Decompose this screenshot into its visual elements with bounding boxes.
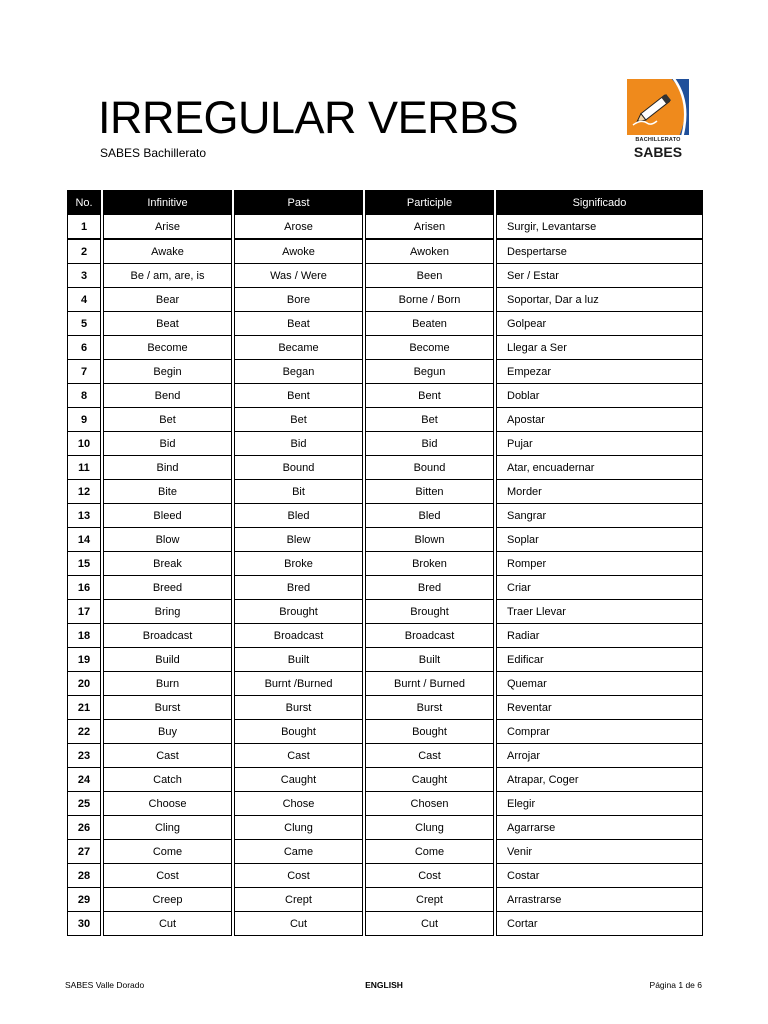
verb-participle: Beaten [365,312,494,336]
verb-participle: Bid [365,432,494,456]
verb-infinitive: Burst [103,696,232,720]
verb-past: Broadcast [234,624,363,648]
verb-participle: Burst [365,696,494,720]
verb-infinitive: Creep [103,888,232,912]
verb-number: 7 [67,360,101,384]
verb-participle: Blown [365,528,494,552]
verb-past: Crept [234,888,363,912]
verb-meaning: Elegir [496,792,703,816]
table-row [67,864,703,888]
footer-page-number: Página 1 de 6 [649,980,702,990]
irregular-verbs-table [65,190,705,936]
verb-number: 9 [67,408,101,432]
column-header-infinitive: Infinitive [103,190,232,215]
verb-past: Bet [234,408,363,432]
verb-number: 4 [67,288,101,312]
verb-past: Arose [234,215,363,239]
verb-past: Bit [234,480,363,504]
verb-number: 10 [67,432,101,456]
verb-infinitive: Choose [103,792,232,816]
table-row [67,288,703,312]
verb-participle: Come [365,840,494,864]
verb-meaning: Cortar [496,912,703,936]
column-header-significado: Significado [496,190,703,215]
verb-infinitive: Bear [103,288,232,312]
page-title: IRREGULAR VERBS [98,92,519,143]
page-subtitle: SABES Bachillerato [100,146,207,160]
verb-number: 27 [67,840,101,864]
verb-number: 29 [67,888,101,912]
verb-participle: Caught [365,768,494,792]
table-row [67,768,703,792]
verb-meaning: Radiar [496,624,703,648]
table-row [67,264,703,288]
verb-participle: Burnt / Burned [365,672,494,696]
verb-meaning: Arrastrarse [496,888,703,912]
verb-participle: Broken [365,552,494,576]
verb-past: Chose [234,792,363,816]
verb-infinitive: Break [103,552,232,576]
verb-meaning: Doblar [496,384,703,408]
verb-infinitive: Breed [103,576,232,600]
verb-participle: Cost [365,864,494,888]
table-row [67,720,703,744]
verb-meaning: Traer Llevar [496,600,703,624]
verb-number: 2 [67,239,101,264]
verb-infinitive: Bend [103,384,232,408]
table-row [67,816,703,840]
table-row [67,648,703,672]
verb-participle: Borne / Born [365,288,494,312]
verb-meaning: Quemar [496,672,703,696]
verb-meaning: Apostar [496,408,703,432]
verb-past: Blew [234,528,363,552]
logo-name: SABES [633,144,683,160]
verb-infinitive: Cut [103,912,232,936]
verb-past: Was / Were [234,264,363,288]
verb-number: 24 [67,768,101,792]
verb-past: Brought [234,600,363,624]
table-row [67,312,703,336]
verb-infinitive: Become [103,336,232,360]
verb-number: 16 [67,576,101,600]
verb-participle: Clung [365,816,494,840]
verb-past: Broke [234,552,363,576]
table-row [67,888,703,912]
pencil-logo-icon [627,79,689,135]
verb-infinitive: Catch [103,768,232,792]
footer-subject: ENGLISH [365,980,403,990]
column-header-past: Past [234,190,363,215]
verb-participle: Been [365,264,494,288]
verb-infinitive: Arise [103,215,232,239]
verb-number: 14 [67,528,101,552]
verb-infinitive: Bite [103,480,232,504]
verb-infinitive: Buy [103,720,232,744]
verb-infinitive: Beat [103,312,232,336]
verb-participle: Broadcast [365,624,494,648]
table-row [67,552,703,576]
verb-meaning: Venir [496,840,703,864]
table-row [67,480,703,504]
table-row [67,504,703,528]
verb-meaning: Soportar, Dar a luz [496,288,703,312]
table-row [67,624,703,648]
table-row [67,432,703,456]
table-row [67,600,703,624]
verb-meaning: Atar, encuadernar [496,456,703,480]
verb-past: Built [234,648,363,672]
table-row [67,528,703,552]
table-row [67,360,703,384]
verb-infinitive: Come [103,840,232,864]
verb-infinitive: Cost [103,864,232,888]
verb-infinitive: Be / am, are, is [103,264,232,288]
table-row [67,576,703,600]
verb-past: Bought [234,720,363,744]
verb-participle: Crept [365,888,494,912]
verb-number: 25 [67,792,101,816]
table-row [67,456,703,480]
verb-past: Beat [234,312,363,336]
verb-number: 22 [67,720,101,744]
verb-participle: Bled [365,504,494,528]
column-header-no: No. [67,190,101,215]
verb-meaning: Despertarse [496,239,703,264]
verb-meaning: Empezar [496,360,703,384]
verb-past: Awoke [234,239,363,264]
verb-meaning: Reventar [496,696,703,720]
verb-participle: Chosen [365,792,494,816]
verb-infinitive: Build [103,648,232,672]
verb-past: Came [234,840,363,864]
table-row [67,912,703,936]
verb-past: Cost [234,864,363,888]
table-row [67,215,703,239]
verb-meaning: Ser / Estar [496,264,703,288]
verb-number: 6 [67,336,101,360]
verb-number: 3 [67,264,101,288]
verb-number: 15 [67,552,101,576]
verb-meaning: Pujar [496,432,703,456]
verb-number: 23 [67,744,101,768]
verb-infinitive: Cast [103,744,232,768]
table-row [67,408,703,432]
verb-participle: Cut [365,912,494,936]
verb-past: Bent [234,384,363,408]
verb-number: 11 [67,456,101,480]
verb-participle: Cast [365,744,494,768]
verb-meaning: Sangrar [496,504,703,528]
verb-number: 13 [67,504,101,528]
table-row [67,696,703,720]
verb-infinitive: Bleed [103,504,232,528]
verb-number: 17 [67,600,101,624]
verb-participle: Arisen [365,215,494,239]
verb-past: Burst [234,696,363,720]
verb-meaning: Soplar [496,528,703,552]
table-row [67,744,703,768]
verb-participle: Bent [365,384,494,408]
verb-infinitive: Burn [103,672,232,696]
verb-meaning: Romper [496,552,703,576]
verb-past: Began [234,360,363,384]
verb-participle: Become [365,336,494,360]
table-header-row [67,190,703,215]
verb-participle: Begun [365,360,494,384]
verb-past: Bled [234,504,363,528]
verb-number: 8 [67,384,101,408]
verb-past: Bore [234,288,363,312]
table-row [67,672,703,696]
verb-number: 12 [67,480,101,504]
table-row [67,792,703,816]
verb-number: 5 [67,312,101,336]
verb-participle: Bought [365,720,494,744]
verb-meaning: Surgir, Levantarse [496,215,703,239]
table-row [67,239,703,264]
verb-participle: Bound [365,456,494,480]
verb-infinitive: Broadcast [103,624,232,648]
verb-infinitive: Bring [103,600,232,624]
verb-meaning: Agarrarse [496,816,703,840]
verb-meaning: Edificar [496,648,703,672]
table-row [67,336,703,360]
verb-past: Bound [234,456,363,480]
verb-infinitive: Blow [103,528,232,552]
verb-infinitive: Bind [103,456,232,480]
verb-past: Cut [234,912,363,936]
verb-infinitive: Cling [103,816,232,840]
verb-past: Bred [234,576,363,600]
verb-meaning: Costar [496,864,703,888]
verb-number: 19 [67,648,101,672]
verb-infinitive: Bid [103,432,232,456]
verb-infinitive: Awake [103,239,232,264]
verb-past: Bid [234,432,363,456]
verb-participle: Bred [365,576,494,600]
verb-infinitive: Bet [103,408,232,432]
verb-meaning: Llegar a Ser [496,336,703,360]
verb-past: Cast [234,744,363,768]
verb-number: 18 [67,624,101,648]
verb-infinitive: Begin [103,360,232,384]
verb-past: Became [234,336,363,360]
verb-number: 1 [67,215,101,239]
verb-meaning: Arrojar [496,744,703,768]
verb-number: 21 [67,696,101,720]
verb-past: Burnt /Burned [234,672,363,696]
verb-number: 28 [67,864,101,888]
sabes-logo [626,79,690,160]
verb-past: Clung [234,816,363,840]
verb-number: 30 [67,912,101,936]
verb-number: 20 [67,672,101,696]
verb-participle: Bitten [365,480,494,504]
verb-meaning: Comprar [496,720,703,744]
verb-meaning: Atrapar, Coger [496,768,703,792]
verb-participle: Built [365,648,494,672]
footer-school: SABES Valle Dorado [65,980,145,990]
table-row [67,840,703,864]
verb-number: 26 [67,816,101,840]
verb-meaning: Morder [496,480,703,504]
verb-past: Caught [234,768,363,792]
logo-subtitle: BACHILLERATO [635,137,681,143]
verb-participle: Brought [365,600,494,624]
column-header-participle: Participle [365,190,494,215]
verb-participle: Awoken [365,239,494,264]
verb-meaning: Golpear [496,312,703,336]
verb-participle: Bet [365,408,494,432]
verb-meaning: Criar [496,576,703,600]
table-row [67,384,703,408]
